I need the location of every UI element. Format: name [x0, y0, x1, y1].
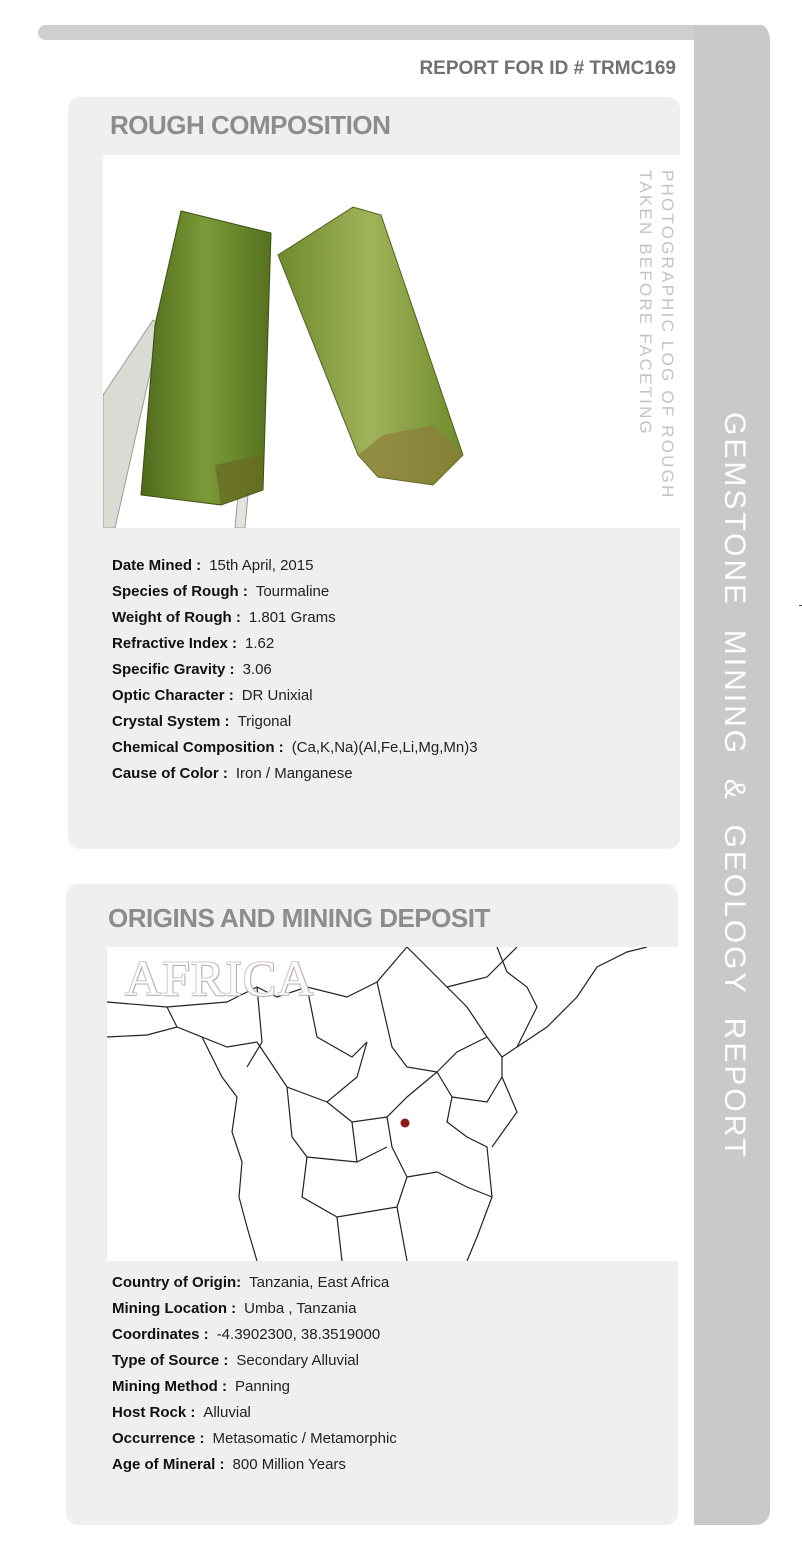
tourmaline-crystals-image: [103, 155, 680, 528]
photo-caption: PHOTOGRAPHIC LOG OF ROUGH TAKEN BEFORE FACETING: [636, 170, 677, 500]
rough-photo: [103, 155, 680, 528]
field-value: Trigonal: [237, 713, 292, 730]
field-mining-location: [112, 1300, 356, 1317]
field-value: Panning: [234, 1378, 291, 1395]
report-id: REPORT FOR ID # TRMC169: [419, 58, 676, 79]
field-value: (Ca,K,Na)(Al,Fe,Li,Mg,Mn)3: [291, 739, 478, 756]
field-value: Secondary Alluvial: [236, 1352, 359, 1369]
field-label: Optic Character :: [112, 687, 234, 704]
field-value: DR Unixial: [241, 687, 313, 704]
field-label: Mining Location :: [112, 1300, 237, 1317]
field-label: Chemical Composition :: [112, 739, 284, 756]
field-value: Umba , Tanzania: [244, 1300, 357, 1317]
field-label: Type of Source :: [112, 1352, 229, 1369]
field-value: 15th April, 2015: [209, 557, 314, 574]
field-refractive-index: [112, 635, 274, 652]
field-value: Alluvial: [203, 1404, 251, 1421]
field-label: Country of Origin:: [112, 1274, 242, 1291]
field-label: Age of Mineral :: [112, 1456, 225, 1473]
field-specific-gravity: [112, 661, 272, 678]
field-label: Date Mined :: [112, 557, 202, 574]
field-label: Host Rock :: [112, 1404, 196, 1421]
africa-map: [107, 947, 678, 1261]
field-label: Weight of Rough :: [112, 609, 241, 626]
field-date-mined: [112, 557, 313, 574]
field-host-rock: [112, 1404, 251, 1421]
field-cause-of-color: [112, 765, 353, 782]
field-crystal-system: [112, 713, 291, 730]
field-occurrence: [112, 1430, 397, 1447]
field-label: Refractive Index :: [112, 635, 238, 652]
field-value: 3.06: [242, 661, 272, 678]
field-species: [112, 583, 329, 600]
field-label: Cause of Color :: [112, 765, 228, 782]
field-age: [112, 1456, 346, 1473]
field-value: Tourmaline: [255, 583, 330, 600]
field-value: Metasomatic / Metamorphic: [212, 1430, 397, 1447]
origins-title: ORIGINS AND MINING DEPOSIT: [108, 903, 490, 933]
field-label: Crystal System :: [112, 713, 230, 730]
mine-location-marker: [401, 1119, 410, 1128]
field-label: Species of Rough :: [112, 583, 248, 600]
field-mining-method: [112, 1378, 290, 1395]
map-label: AFRICA: [125, 950, 315, 1006]
field-value: 800 Million Years: [232, 1456, 346, 1473]
field-value: 1.801 Grams: [248, 609, 336, 626]
field-label: Occurrence :: [112, 1430, 205, 1447]
field-coordinates: [112, 1326, 380, 1343]
top-rail: [38, 25, 768, 40]
field-country: [112, 1274, 389, 1291]
field-value: -4.3902300, 38.3519000: [216, 1326, 381, 1343]
side-title: GEMSTONE MINING & GEOLOGY REPORT: [718, 412, 751, 1161]
field-source-type: [112, 1352, 359, 1369]
field-value: Iron / Manganese: [235, 765, 353, 782]
field-weight: [112, 609, 336, 626]
field-chemical-composition: [112, 739, 478, 756]
field-label: Coordinates :: [112, 1326, 209, 1343]
field-value: Tanzania, East Africa: [249, 1274, 390, 1291]
rough-composition-title: ROUGH COMPOSITION: [110, 110, 391, 140]
field-label: Mining Method :: [112, 1378, 227, 1395]
field-label: Specific Gravity :: [112, 661, 235, 678]
field-optic-character: [112, 687, 313, 704]
field-value: 1.62: [245, 635, 275, 652]
